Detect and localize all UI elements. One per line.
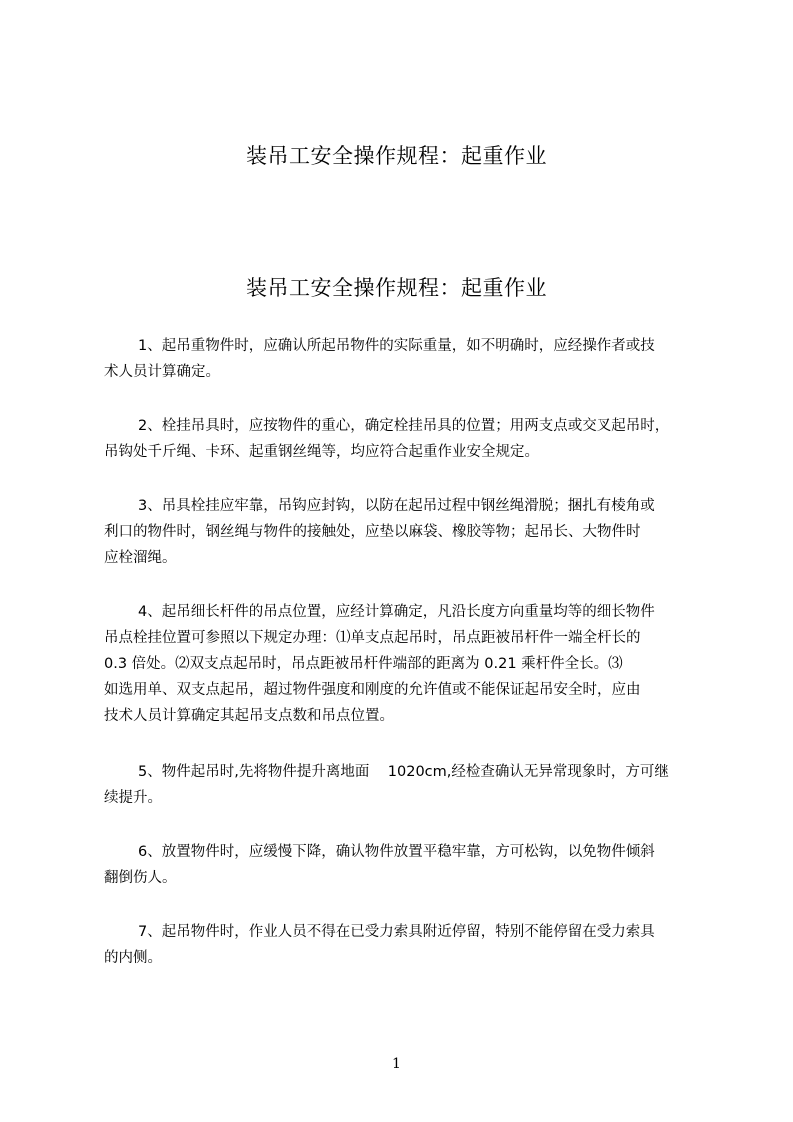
paragraph-4 [104,599,714,729]
paragraph-line: 1、起吊重物件时，应确认所起吊物件的实际重量，如不明确时，应经操作者或技 [138,338,655,354]
paragraph-line: 0.3 倍处。⑵双支点起吊时，吊点距被吊杆件端部的距离为 0.21 乘杆件全长。⑶ [104,656,623,672]
paragraph-line: 技术人员计算确定其起吊支点数和吊点位置。 [104,708,394,724]
paragraph-line: 4、起吊细长杆件的吊点位置，应经计算确定，凡沿长度方向重量均等的细长物件 [138,604,655,620]
paragraph-line: 3、吊具栓挂应牢靠，吊钩应封钩，以防在起吊过程中钢丝绳滑脱；捆扎有棱角或 [138,498,655,514]
paragraph-line: 6、放置物件时，应缓慢下降，确认物件放置平稳牢靠，方可松钩，以免物件倾斜 [138,844,655,860]
paragraph-line: 术人员计算确定。 [104,364,220,380]
paragraph-line: 吊点栓挂位置可参照以下规定办理：⑴单支点起吊时，吊点距被吊杆件一端全杆长的 [104,630,641,646]
paragraph-line: 翻倒伤人。 [104,870,177,886]
paragraph-line: 应栓溜绳。 [104,550,177,566]
paragraph-6 [104,839,714,891]
paragraph-2 [104,413,714,465]
paragraph-5 [104,759,714,811]
paragraph-line: 2、栓挂吊具时，应按物件的重心，确定栓挂吊具的位置；用两支点或交叉起吊时， [138,418,670,434]
paragraph-line: 利口的物件时，钢丝绳与物件的接触处，应垫以麻袋、橡胶等物；起吊长、大物件时 [104,524,641,540]
paragraph-line: 5、物件起吊时,先将物件提升离地面 1020cm,经检查确认无异常现象时，方可继 [138,764,669,780]
paragraph-line: 吊钩处千斤绳、卡环、起重钢丝绳等，均应符合起重作业安全规定。 [104,444,539,460]
page-number: 1 [392,1056,401,1072]
paragraph-line: 7、起吊物件时，作业人员不得在已受力索具附近停留，特别不能停留在受力索具 [138,924,655,940]
paragraph-7 [104,919,714,971]
document-header-title: 装吊工安全操作规程：起重作业 [246,144,547,168]
paragraph-line: 续提升。 [104,790,162,806]
paragraph-3 [104,493,714,571]
document-title: 装吊工安全操作规程：起重作业 [246,276,547,300]
paragraph-1 [104,333,714,385]
paragraph-line: 如选用单、双支点起吊，超过物件强度和刚度的允许值或不能保证起吊安全时，应由 [104,682,641,698]
paragraph-line: 的内侧。 [104,950,162,966]
